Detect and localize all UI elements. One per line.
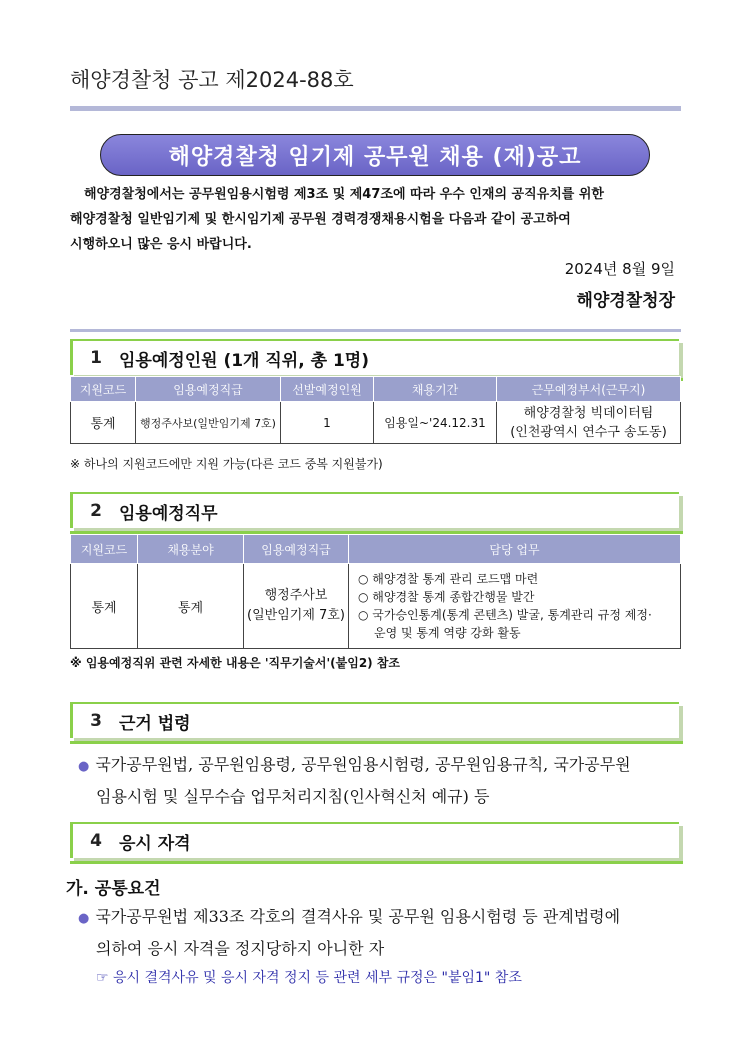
positions-table: [70, 376, 681, 444]
grade-type: (일반임기제 7호): [247, 608, 345, 623]
intro-line: 시행하오니 많은 응시 바랍니다.: [70, 237, 252, 252]
section-number: 2: [90, 501, 102, 521]
legal-basis-paragraph: [78, 750, 682, 812]
table-cell: [244, 564, 349, 649]
column-header: 채용분야: [138, 535, 244, 564]
column-header: 임용예정직급: [136, 377, 281, 402]
column-header: 근무예정부서(근무지): [497, 377, 681, 402]
table-cell: 통계: [138, 564, 244, 649]
table-cell: 임용일~'24.12.31: [374, 402, 497, 444]
bullet-icon: ●: [78, 911, 90, 926]
intro-line: 해양경찰청에서는 공무원임용시험령 제3조 및 제47조에 따라 우수 인재의 공직유치를 위한: [84, 187, 604, 202]
requirement-paragraph: [78, 902, 682, 964]
list-item: ○ 해양경찰 통계 관리 로드맵 마련: [358, 572, 539, 586]
column-header: 지원코드: [71, 377, 136, 402]
table-cell: [349, 564, 681, 649]
list-item: ○ 해양경찰 통계 종합간행물 발간: [358, 590, 535, 604]
dept-location: (인천광역시 연수구 송도동): [510, 424, 667, 440]
notice-date: 2024년 8월 9일: [564, 260, 675, 278]
table-cell: [497, 402, 681, 444]
text-line: 국가공무원법 제33조 각호의 결격사유 및 공무원 임용시험령 등 관계법령에: [95, 907, 621, 926]
issuing-agency: 해양경찰청장: [576, 291, 675, 311]
section-title: 임용예정직무: [119, 503, 218, 524]
intro-paragraph: [70, 182, 681, 257]
column-header: 선발예정인원: [281, 377, 374, 402]
table-row: [71, 564, 681, 649]
list-item: ○ 국가승인통계(통계 콘텐츠) 발굴, 통계관리 규정 제정·: [358, 608, 652, 622]
list-item: 운영 및 통계 역량 강화 활동: [374, 626, 521, 640]
top-divider: [70, 106, 681, 111]
duties-table: [70, 534, 681, 649]
section-2-heading: [70, 492, 679, 528]
section-title: 근거 법령: [119, 713, 191, 734]
column-header: 채용기간: [374, 377, 497, 402]
section-3-heading: [70, 702, 679, 738]
text-line: 국가공무원법, 공무원임용령, 공무원임용시험령, 공무원임용규칙, 국가공무원: [95, 755, 631, 774]
note-single-code: ※ 하나의 지원코드에만 지원 가능(다른 코드 중복 지원불가): [70, 457, 383, 471]
dept-name: 해양경찰청 빅데이터팀: [523, 405, 654, 421]
duty-list: [350, 570, 679, 642]
section-number: 1: [90, 348, 102, 368]
table-header-row: [71, 377, 681, 402]
table-cell: 통계: [71, 402, 136, 444]
intro-line: 해양경찰청 일반임기제 및 한시임기제 공무원 경력경쟁채용시험을 다음과 같이 공고하여: [70, 212, 571, 227]
text-line: 의하여 응시 자격을 정지당하지 아니한 자: [96, 939, 385, 958]
notice-number: 해양경찰청 공고 제2024-88호: [70, 68, 354, 92]
table-cell: 1: [281, 402, 374, 444]
column-header: 담당 업무: [349, 535, 681, 564]
section-number: 3: [90, 711, 102, 731]
mid-divider: [70, 329, 681, 332]
subheading-common-requirements: 가. 공통요건: [66, 879, 161, 899]
text-line: 임용시험 및 실무수습 업무처리지침(인사혁신처 예규) 등: [96, 787, 490, 806]
table-header-row: [71, 535, 681, 564]
column-header: 임용예정직급: [244, 535, 349, 564]
note-job-description: ※ 임용예정직위 관련 자세한 내용은 '직무기술서'(붙임2) 참조: [70, 656, 401, 670]
table-cell: 행정주사보(일반임기제 7호): [136, 402, 281, 444]
section-title: 응시 자격: [119, 833, 191, 854]
grade-name: 행정주사보: [264, 588, 328, 603]
section-number: 4: [90, 831, 102, 851]
table-row: [71, 402, 681, 444]
reference-note: ☞ 응시 결격사유 및 응시 자격 정지 등 관련 세부 규정은 "붙임1" 참조: [96, 970, 522, 986]
document-title: 해양경찰청 임기제 공무원 채용 (재)공고: [100, 134, 650, 176]
bullet-icon: ●: [78, 759, 90, 774]
section-4-heading: [70, 822, 679, 858]
table-cell: 통계: [71, 564, 138, 649]
column-header: 지원코드: [71, 535, 138, 564]
section-1-heading: [70, 339, 679, 375]
section-title: 임용예정인원 (1개 직위, 총 1명): [119, 350, 369, 371]
